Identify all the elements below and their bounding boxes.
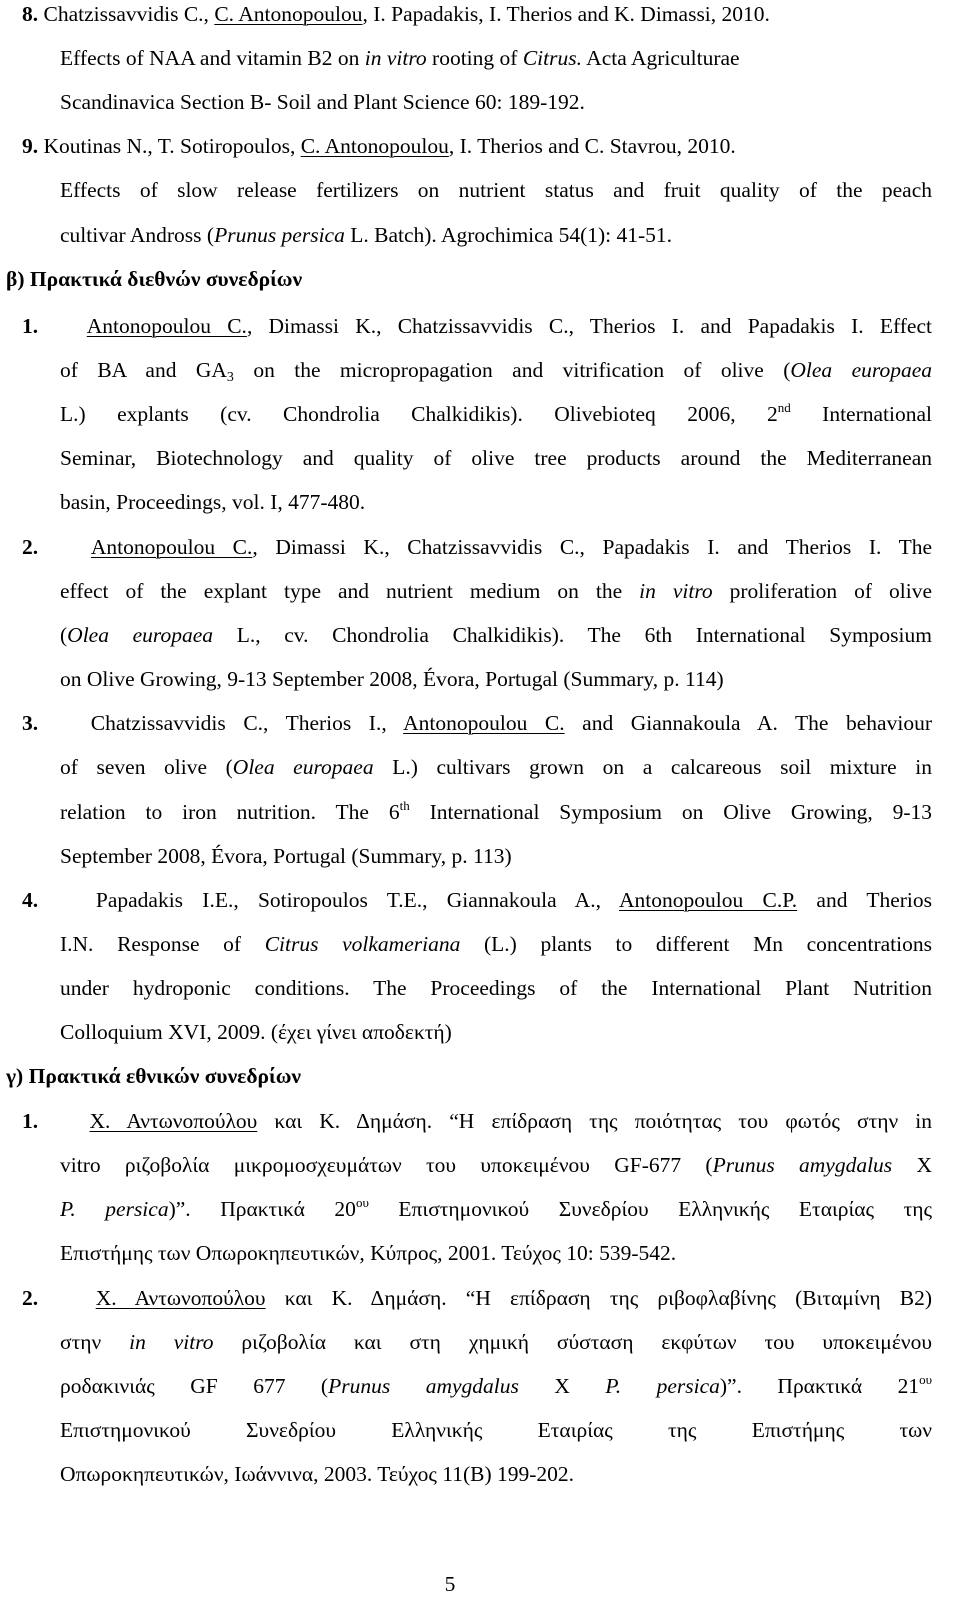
intl-reference-3-line-1: 3. Chatzissavvidis C., Therios I., Antonopoulou C. and Giannakoula A. The behaviour — [22, 711, 932, 735]
author-highlight: Antonopoulou C. — [90, 535, 253, 559]
natl-reference-2-line-2: στην in vitro ριζοβολία και στη χημική σύσταση εκφύτων του υποκειμένου — [60, 1330, 932, 1354]
intl-reference-2-line-1: 2. Antonopoulou C., Dimassi K., Chatzissavvidis C., Papadakis I. and Therios I. The — [22, 535, 933, 559]
intl-reference-1-line-1: 1. Antonopoulou C., Dimassi K., Chatzissavvidis C., Therios I. and Papadakis I. Effect — [22, 314, 932, 338]
author-highlight: C. Antonopoulou — [300, 134, 449, 158]
author-highlight: Χ. Αντωνοπούλου — [95, 1286, 266, 1310]
intl-reference-3-line-3: relation to iron nutrition. The 6th International Symposium on Olive Growing, 9-13 — [60, 798, 932, 824]
reference-9-line-1: 9. Koutinas N., T. Sotiropoulos, C. Antonopoulou, I. Therios and C. Stavrou, 2010. — [22, 134, 736, 158]
section-heading-national: γ) Πρακτικά εθνικών συνεδρίων — [6, 1064, 302, 1088]
natl-reference-2-line-4: Επιστημονικού Συνεδρίου Ελληνικής Εταιρίας της Επιστήμης των — [60, 1418, 932, 1442]
author-highlight: Antonopoulou C.P. — [619, 888, 798, 912]
intl-reference-3-line-2: of seven olive (Olea europaea L.) cultivars grown on a calcareous soil mixture in — [60, 755, 932, 779]
reference-9-number: 9. — [22, 134, 39, 158]
author-highlight: C. Antonopoulou — [214, 2, 363, 26]
reference-8-line-2: Effects of NAA and vitamin B2 on in vitro rooting of Citrus. Acta Agriculturae — [60, 46, 740, 70]
natl-reference-1-line-1: 1. Χ. Αντωνοπούλου και Κ. Δημάση. “Η επίδραση της ποιότητας του φωτός στην in — [22, 1109, 933, 1133]
intl-reference-2-line-3: (Olea europaea L., cv. Chondrolia Chalkidikis). The 6th International Symposium — [60, 623, 932, 647]
natl-reference-1-line-3: P. persica)”. Πρακτικά $20^{o\upsilon}$ Επιστημονικού Συνεδρίου Ελληνικής Εταιρίας της — [60, 1195, 932, 1221]
section-heading-international: β) Πρακτικά διεθνών συνεδρίων — [6, 267, 303, 291]
author-highlight: Antonopoulou C. — [86, 314, 247, 338]
author-highlight: Antonopoulou C. — [403, 711, 565, 735]
reference-9-line-3: cultivar Andross (Prunus persica L. Batch). Agrochimica 54(1): 41-51. — [60, 223, 673, 247]
intl-reference-2-line-4: on Olive Growing, 9-13 September 2008, Évora, Portugal (Summary, p. 114) — [60, 667, 724, 691]
intl-reference-2-line-2: effect of the explant type and nutrient medium on the in vitro proliferation of olive — [60, 579, 932, 603]
natl-reference-2-line-5: Οπωροκηπευτικών, Ιωάννινα, 2003. Τεύχος 11(Β) 199-202. — [60, 1462, 575, 1486]
natl-reference-1-line-4: Επιστήμης των Οπωροκηπευτικών, Κύπρος, 2001. Τεύχος 10: 539-542. — [60, 1241, 677, 1265]
natl-reference-1-line-2: vitro ριζοβολία μικρομοσχευμάτων του υποκειμένου GF-677 (Prunus amygdalus X — [60, 1153, 932, 1177]
intl-reference-4-line-4: Colloquium XVI, 2009. (έχει γίνει αποδεκτή) — [60, 1020, 452, 1044]
natl-reference-2-line-3: ροδακινιάς GF 677 (Prunus amygdalus X P. persica)”. Πρακτικά $21^{o\upsilon}$ — [60, 1372, 933, 1398]
reference-8-line-1: 8. Chatzissavvidis C., C. Antonopoulou, I. Papadakis, I. Therios and K. Dimassi, 2010. — [22, 2, 770, 26]
intl-reference-4-line-3: under hydroponic conditions. The Proceedings of the International Plant Nutrition — [60, 976, 932, 1000]
intl-reference-4-line-2: I.N. Response of Citrus volkameriana (L.) plants to different Mn concentrations — [60, 932, 932, 956]
reference-8-number: 8. — [22, 2, 39, 26]
intl-reference-1-line-5: basin, Proceedings, vol. I, 477-480. — [60, 490, 366, 514]
author-highlight: Χ. Αντωνοπούλου — [89, 1109, 258, 1133]
intl-reference-1-line-2: of BA and $GA_3$ on the micropropagation and vitrification of olive (Olea europaea — [60, 358, 932, 385]
reference-9-line-2: Effects of slow release fertilizers on nutrient status and fruit quality of the peach — [60, 178, 932, 202]
intl-reference-4-line-1: 4. Papadakis I.E., Sotiropoulos T.E., Giannakoula A., Antonopoulou C.P. and Therios — [22, 888, 932, 912]
intl-reference-3-line-4: September 2008, Évora, Portugal (Summary, p. 113) — [60, 844, 512, 868]
natl-reference-2-line-1: 2. Χ. Αντωνοπούλου και Κ. Δημάση. “Η επίδραση της ριβοφλαβίνης (Βιταμίνη Β2) — [22, 1286, 933, 1310]
page-number: 5 — [444, 1572, 456, 1596]
intl-reference-1-line-3: L.) explants (cv. Chondrolia Chalkidikis). Olivebioteq 2006, 2nd International — [60, 400, 933, 426]
reference-8-line-3: Scandinavica Section B- Soil and Plant Science 60: 189-192. — [60, 90, 585, 114]
intl-reference-1-line-4: Seminar, Biotechnology and quality of olive tree products around the Mediterranean — [60, 446, 932, 470]
